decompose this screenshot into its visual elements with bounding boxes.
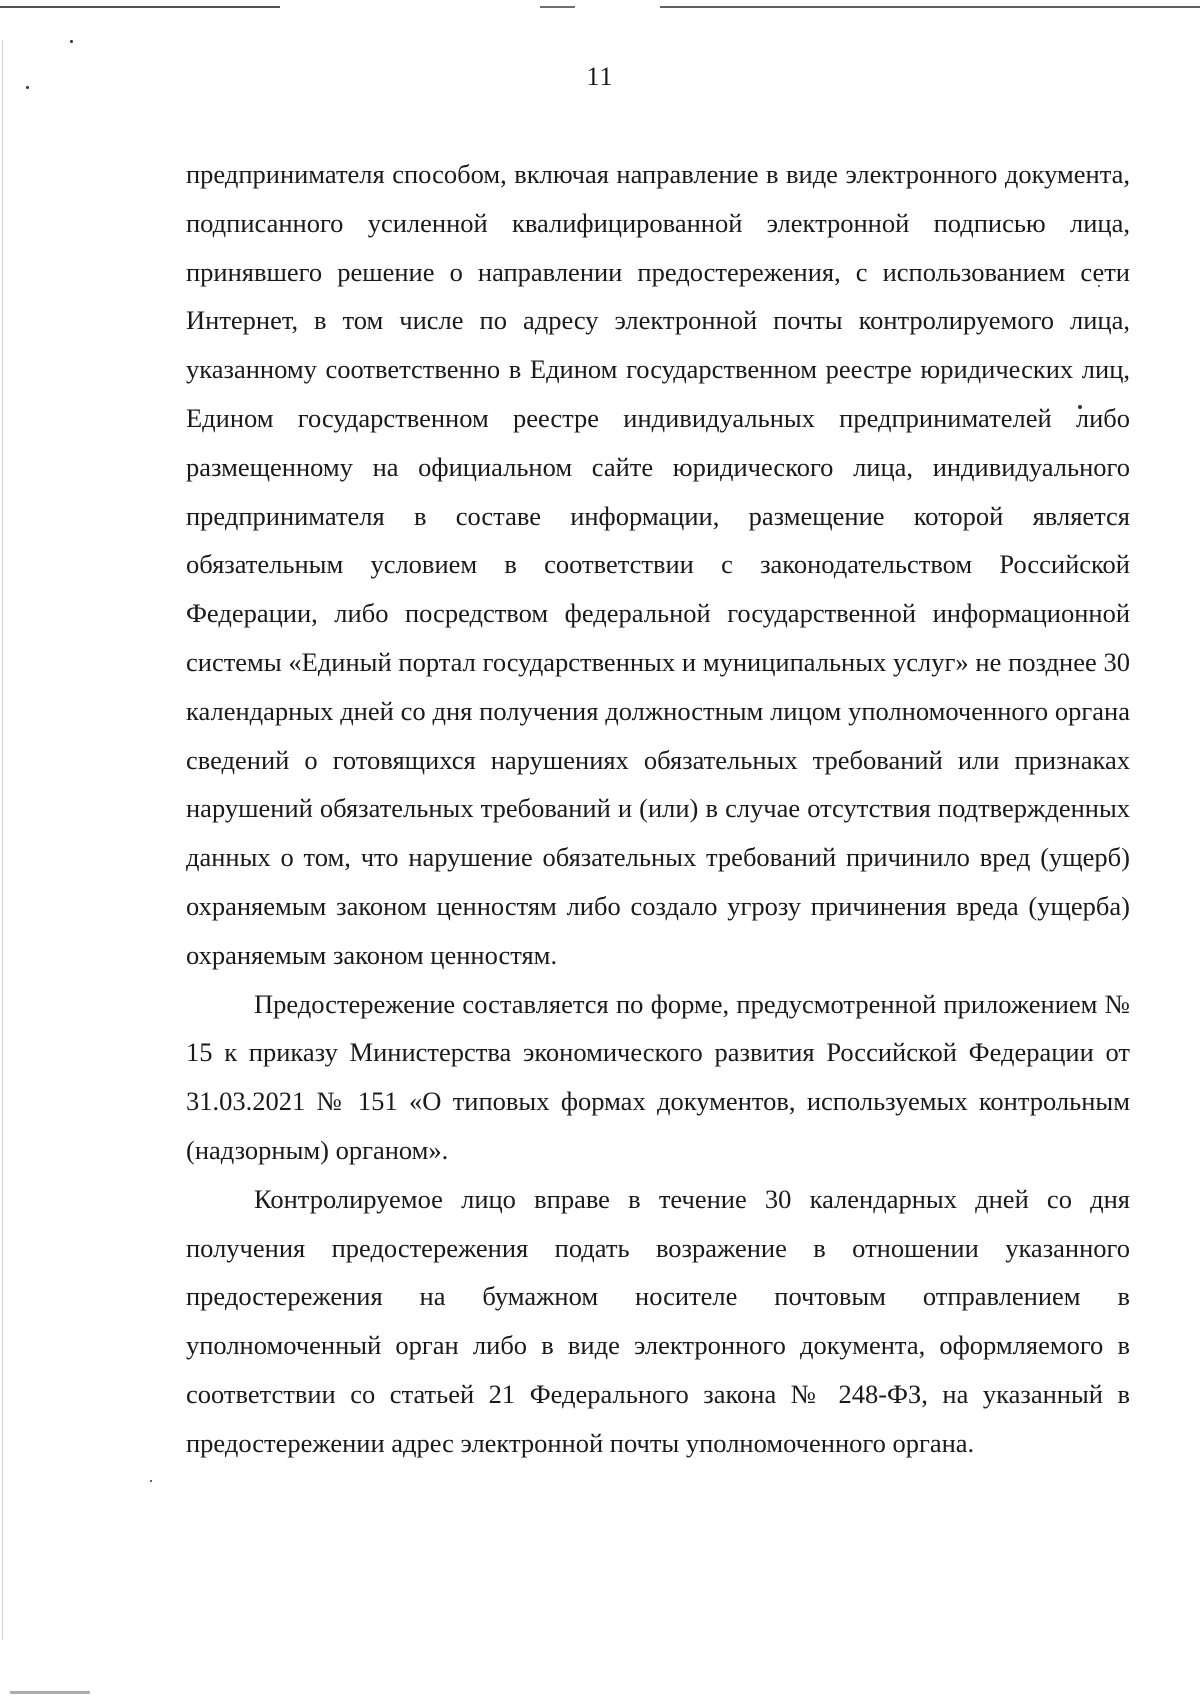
paragraph-continuation: предпринимателя способом, включая направление в виде электронного документа, подписанного усиленной квалифицированной электронной подписью лица, принявшего решение о направлении предостережения, с использованием сети Интернет, в том числе по адресу электронной почты контролируемого лица, указанному соответственно в Едином государственном реестре юридических лиц, Едином государственном реестре индивидуальных предпринимателей либо размещенному на официальном сайте юридического лица, индивидуального предпринимателя в составе информации, размещение которой является обязательным условием в соответствии с законодательством Российской Федерации, либо посредством федеральной государственной информационной системы «Единый портал государственных и муниципальных услуг» не позднее 30 календарных дней со дня получения должностным лицом уполномоченного органа сведений о готовящихся нарушениях обязательных требований или признаках нарушений обязательных требований и (или) в случае отсутствия подтвержденных данных о том, что нарушение обязательных требований причинило вред (ущерб) охраняемым законом ценностям либо создало угрозу причинения вреда (ущерба) охраняемым законом ценностям. [186,159,1130,970]
document-body [186,150,1130,1468]
scan-speck [70,40,73,43]
paragraph-objection: Контролируемое лицо вправе в течение 30 календарных дней со дня получения предостережения подать возражение в отношении указанного предостережения на бумажном носителе почтовым отправлением в уполномоченный орган либо в виде электронного документа, оформляемого в соответствии со статьей 21 Федерального закона № 248-ФЗ, на указанный в предостережении адрес электронной почты уполномоченного органа. [186,1183,1130,1458]
page-number: 11 [586,62,614,91]
scan-top-border [0,6,1200,8]
scan-left-edge [2,40,3,1640]
scan-speck [150,1480,152,1482]
paragraph-warning-form: Предостережение составляется по форме, предусмотренной приложением № 15 к приказу Министерства экономического развития Российской Федерации от 31.03.2021 № 151 «О типовых формах документов, используемых контрольным (надзорным) органом». [186,988,1130,1165]
scan-bottom-smudge [10,1691,90,1694]
